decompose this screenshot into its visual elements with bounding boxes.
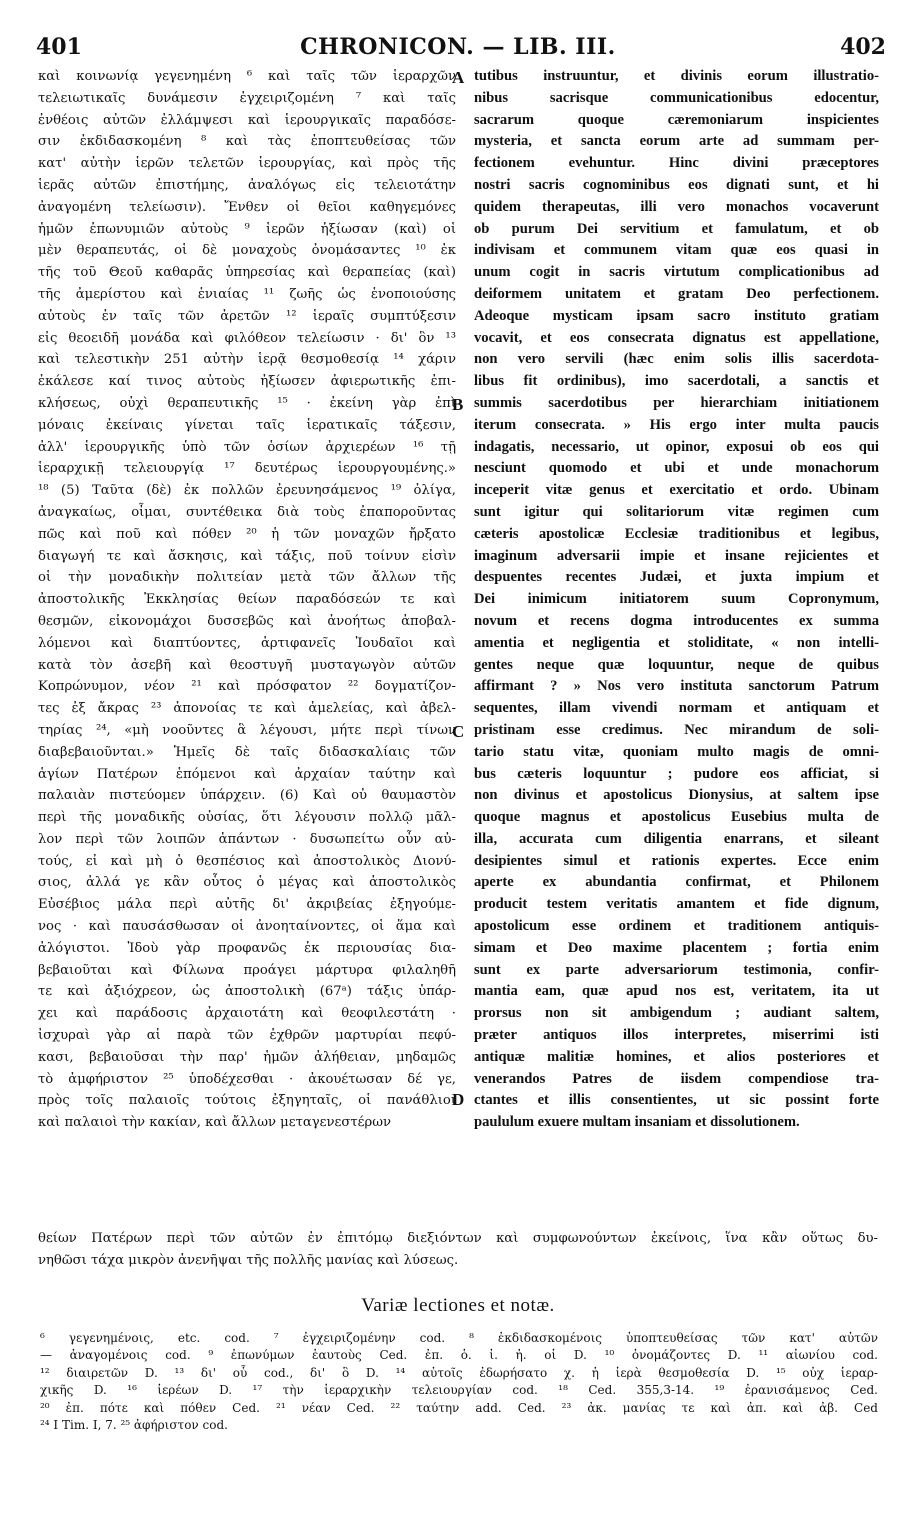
greek-text-line: Κοπρώνυμον, νέον ²¹ καὶ πρόσφατον ²² δογματίζον- — [38, 679, 456, 695]
greek-text-line: κασι, βεβαιοῦσαι τὴν παρ' ἡμῶν ἀλήθειαν, μηδαμῶς — [38, 1049, 456, 1065]
greek-text-line: σιος, ἀλλά γε κἂν οὗτος ὁ μέγας καὶ ἀποστολικὸς — [38, 875, 456, 891]
greek-text-line: εἰς θεοειδῆ μονάδα καὶ φιλόθεον τελείωσιν · δι' ὃν ¹³ — [38, 330, 456, 346]
greek-text-line: διαγωγή τε καὶ ἄσκησις, καὶ τάξις, ποῦ τοίνυν εἰσὶν — [38, 548, 456, 564]
greek-text-line: τούς, εἰ καὶ μὴ ὁ θεσπέσιος καὶ ἀποστολικὸς Διονύ- — [38, 853, 456, 869]
latin-text-line: indagatis, necessario, ut opinor, exposui ob eos qui — [474, 438, 879, 455]
greek-text-line: λον περὶ τῶν λοιπῶν ἁπάντων · δυσωπείτω οὖν αὐ- — [38, 831, 456, 847]
latin-column — [474, 66, 879, 1134]
latin-text-line: præter antiquos illos interpretes, miserrimi isti — [474, 1027, 879, 1044]
greek-text-line: παλαιὰν πιστεύομεν ὑπάρχειν. (6) Καὶ οὐ θαυμαστὸν — [38, 788, 456, 804]
latin-text-line: Adeoque mysticam ipsam sacro instituto gratiam — [474, 307, 879, 324]
latin-text-line: gentes neque quæ loquuntur, neque de quibus — [474, 656, 879, 673]
latin-text-line: bus cæteris loquuntur ; pudore eos afficiat, si — [474, 765, 879, 782]
latin-text-line: quidem therapeutas, illi vero monachos vocaverunt — [474, 198, 879, 215]
greek-text-line: τῆς ἀμερίστου καὶ ἑνιαίας ¹¹ ζωῆς ὡς ἑνοποιούσης — [38, 286, 456, 302]
note-line: ⁶ γεγενημένοις, etc. cod. ⁷ ἐγχειριζομένην cod. ⁸ ἐκδιδασκομένοις ὑποπτευθείσας τῶν κατ' αὐτῶν — [40, 1331, 878, 1345]
greek-text-line: λόμενοι καὶ διαπτύοντες, ἀρτιφανεῖς Ἰουδαῖοι καὶ — [38, 635, 456, 651]
latin-text-line: despuentes recentes Judæi, et juxta impium et — [474, 569, 879, 586]
notes-title: Variæ lectiones et notæ. — [361, 1295, 555, 1316]
latin-text-line: non divinus et apostolicus Dionysius, at saltem ipse — [474, 787, 879, 804]
greek-text-line: Εὐσέβιος μάλα περὶ αὐτῆς δι' ἀκριβείας ἐξηγούμε- — [38, 897, 456, 913]
note-line: ²⁰ ἐπ. πότε καὶ πόθεν Ced. ²¹ νέαν Ced. ²² ταύτην add. Ced. ²³ ἀκ. μανίας τε καὶ ἀπ. καὶ ἀβ. Ced — [40, 1400, 878, 1415]
latin-text-line: summis sacerdotibus per hierarchiam initiationem — [474, 394, 879, 411]
greek-text-line: σιν ἐκδιδασκομένη ⁸ καὶ τὰς ἐποπτευθείσας τῶν — [38, 134, 456, 150]
greek-text-line: περὶ τῆς μοναδικῆς οὐσίας, ὅτι λέγουσιν πολλῷ μᾶλ- — [38, 810, 456, 826]
latin-text-line: nesciunt quomodo et ubi et unde monachorum — [474, 460, 879, 477]
latin-text-line: imaginum adversarii impie et insane rejicientes et — [474, 547, 879, 564]
greek-text-line: θείων Πατέρων περὶ τῶν αὐτῶν ἐν ἐπιτόμῳ διεξιόντων καὶ συμφωνούντων ἐκείνοις, ἵνα κἂν οὕτως δυ- — [38, 1231, 878, 1246]
greek-text-line: διαβεβαιοῦνται.» Ἡμεῖς δὲ ταῖς διδασκαλίαις τῶν — [38, 744, 456, 760]
latin-text-line: indivisam et communem vitam quæ eos quasi in — [474, 242, 879, 259]
latin-text-line: affirmant ? » Nos vero instituta sanctorum Patrum — [474, 678, 879, 695]
greek-text-line: τὸ ἀμφήριστον ²⁵ ὑποδέχεσθαι · ἀκουέτωσαν δέ γε, — [38, 1071, 456, 1087]
latin-text-line: sequentes, illam vivendi normam et antiquam et — [474, 700, 879, 717]
latin-text-line: venerandos Patres de iisdem compendiose tra- — [474, 1070, 879, 1087]
margin-letter-d: D — [452, 1090, 465, 1109]
variant-readings-notes — [40, 1330, 878, 1434]
note-line: ¹² διαιρετῶν D. ¹³ δι' οὗ cod., δι' ὃ D. ¹⁴ αὐτοῖς ἐδωρήσατο χ. ἡ ἱερὰ θεσμοθεσία D. ¹⁵ οὐχ ἱεραρ- — [40, 1365, 878, 1380]
margin-letter-b: B — [452, 395, 464, 414]
latin-text-line: deiformem unitatem et gratam Deo perfectionem. — [474, 285, 879, 302]
latin-text-line: amentia et negligentia et stoliditate, « non intelli- — [474, 634, 879, 651]
greek-text-line: τῆς τοῦ Θεοῦ καθαρᾶς ὑπηρεσίας καὶ θεραπείας (καὶ) — [38, 265, 456, 281]
greek-text-line: ἀλόγιστοι. Ἰδοὺ γὰρ προφανῶς ἐκ περιουσίας δια- — [38, 940, 456, 956]
latin-text-line: sacrarum quoque cæremoniarum inspicientes — [474, 111, 879, 128]
note-line: χικῆς D. ¹⁶ ἱερέων D. ¹⁷ τὴν ἱεραρχικὴν τελειουργίαν cod. ¹⁸ Ced. 355,3-14. ¹⁹ ἐρανισάμενος Ced. — [40, 1383, 878, 1398]
latin-text-line: fectionem evehuntur. Hinc divini præceptores — [474, 155, 879, 172]
latin-text-line: producit testem veritatis amantem et fide dignum, — [474, 896, 879, 913]
latin-text-line: non vero servili (hæc enim solis illis sacerdota- — [474, 351, 879, 368]
running-header — [30, 34, 886, 64]
greek-text-line: κλήσεως, οὐχὶ θεραπευτικῆς ¹⁵ · ἐκείνη γὰρ ἐπὶ — [38, 395, 456, 411]
latin-text-line: apostolicum esse ordinem et traditionem antiquis- — [474, 918, 879, 935]
latin-text-line: sunt ex parte adversariorum testimonia, confir- — [474, 961, 879, 978]
greek-text-line: ἰσχυραὶ γὰρ αἱ παρὰ τῶν ἐχθρῶν μαρτυρίαι πεφύ- — [38, 1028, 456, 1044]
latin-text-line: simam et Deo maxime placentem ; fortia enim — [474, 939, 879, 956]
latin-text-line: ctantes et illis consentientes, ut sic possint forte — [474, 1092, 879, 1109]
margin-letter-a: A — [452, 68, 465, 87]
greek-text-line: τες ἐξ ἄκρας ²³ ἀπονοίας τε καὶ ἀμελείας, καὶ ἀβελ- — [38, 701, 456, 717]
greek-column — [38, 66, 456, 1134]
latin-text-line: nostri sacris cognominibus eos dignati sunt, et hi — [474, 176, 879, 193]
note-line: ²⁴ I Tim. I, 7. ²⁵ ἀφήριστον cod. — [40, 1417, 228, 1432]
latin-text-line: tutibus instruuntur, et divinis eorum illustratio- — [474, 68, 879, 84]
latin-text-line: paululum exuere multam insaniam et dissolutionem. — [474, 1114, 800, 1131]
greek-text-line: ἐνθέοις αὐτῶν ἐλλάμψεσι καὶ ἱερουργικαῖς παραδόσε- — [38, 112, 456, 128]
latin-text-line: cæteris apostolicæ Ecclesiæ traditionibus et legibus, — [474, 525, 879, 542]
latin-text-line: iterum consecrata. » His ergo inter multa paucis — [474, 416, 879, 433]
greek-text-line: τελειωτικαῖς δυνάμεσιν ἐγχειριζομένη ⁷ καὶ ταῖς — [38, 90, 456, 106]
greek-text-line: τε καὶ ἀξιόχρεον, ὡς ἀποστολικὴ (67ᵃ) τάξις ὑπάρ- — [38, 984, 456, 1000]
latin-text-line: pristinam esse credimus. Nec mirandum de soli- — [474, 721, 879, 738]
latin-text-line: nibus sacrisque communicationibus edocentur, — [474, 89, 879, 106]
greek-text-line: ἀποστολικῆς Ἐκκλησίας θείων παραδόσεών τε καὶ — [38, 592, 456, 608]
greek-text-line: ἡμῶν ἐπωνυμιῶν αὐτοὺς ⁹ ἱερῶν ἠξίωσαν (καὶ) οἱ — [38, 221, 456, 237]
greek-text-line: νηθῶσι τάχα μικρὸν ἀνενῆψαι τῆς πολλῆς μανίας καὶ λύσεως. — [38, 1252, 459, 1268]
greek-text-line: ¹⁸ (5) Ταῦτα (δὲ) ἐκ πολλῶν ἐρευνησάμενος ¹⁹ ὀλίγα, — [38, 483, 456, 499]
latin-text-line: libus fit ordinibus), imo sacerdotali, a sanctis et — [474, 373, 879, 390]
greek-text-line: πῶς καὶ ποῦ καὶ πόθεν ²⁰ ἡ τῶν μοναχῶν ἤρξατο — [38, 526, 456, 542]
greek-text-line: νος · καὶ παυσάσθωσαν οἱ ἀνοηταίνοντες, οἱ ἅμα καὶ — [38, 919, 456, 935]
greek-text-line: ἀναγομένη τελείωσιν). Ἔνθεν οἱ θεῖοι καθηγεμόνες — [38, 199, 456, 215]
greek-text-line: κατ' αὐτὴν ἱερῶν τελετῶν ἱερουργίας, καὶ πρὸς τῆς — [38, 156, 456, 172]
latin-text-line: illa, accurata cum diligentia enarrans, et sileant — [474, 830, 879, 847]
greek-text-line: βεβαιοῦται καὶ Φίλωνα προάγει μάρτυρα φιλαληθῆ — [38, 962, 456, 978]
greek-text-line: ἁγίων Πατέρων ἑπόμενοι καὶ ἀρχαίαν ταύτην καὶ — [38, 766, 456, 782]
greek-text-line: κατὰ τὸν ἀσεβῆ καὶ θεοστυγῆ μυσταγωγὸν αὐτῶν — [38, 657, 456, 673]
page-number-right: 402 — [840, 34, 886, 60]
greek-text-line: ἀναγκαίως, οἶμαι, συντέθεικα διὰ τοὺς ἐπαποροῦντας — [38, 504, 456, 520]
latin-text-line: vocavit, et eos consecrata dignatus est appellatione, — [474, 329, 879, 346]
latin-text-line: inceperit vitæ genus et exercitatio et ordo. Ubinam — [474, 482, 879, 499]
latin-text-line: ob purum Dei servitium et famulatum, et ob — [474, 220, 879, 237]
margin-letter-c: C — [452, 722, 465, 741]
latin-text-line: quoque magnus et apostolicus Eusebius multa de — [474, 809, 879, 826]
greek-text-line: αὐτοὺς ἐν ταῖς τῶν ἀρετῶν ¹² ἱεραῖς συμπτύξεσιν — [38, 308, 456, 324]
latin-text-line: antiquæ malitiæ homines, et alios posteriores et — [474, 1048, 879, 1065]
latin-text-line: mysteria, et sancta eorum arte ad summam per- — [474, 133, 879, 150]
greek-text-line: καὶ τελεστικὴν 251 αὐτὴν ἱερᾷ θεσμοθεσίᾳ ¹⁴ χάριν — [38, 352, 456, 368]
greek-text-line: ἀλλ' ἱερουργικῆς ὑπὸ τῶν ὁσίων ἀρχιερέων ¹⁶ τῇ — [38, 439, 456, 455]
note-line: — ἀναγομένοις cod. ⁹ ἐπωνύμων ἑαυτοὺς Ced. ἐπ. ὁ. ἰ. ἠ. οἱ D. ¹⁰ ὀνομάζοντες D. ¹¹ αἰωνίου cod. — [40, 1348, 878, 1363]
latin-text-line: desipientes simul et rationis expertes. Ecce enim — [474, 852, 879, 869]
greek-text-line: τηρίας ²⁴, «μὴ νοοῦντες ἃ λέγουσι, μήτε περὶ τίνων — [38, 722, 456, 738]
greek-text-line: μόναις ἐκείναις γίνεται ταῖς ἱερατικαῖς τάξεσιν, — [38, 417, 456, 433]
latin-text-line: aperte ex abundantia confirmat, et Philonem — [474, 874, 879, 891]
greek-text-line: καὶ παλαιοὶ τὴν κακίαν, καὶ ἄλλων μεταγενεστέρων — [38, 1115, 392, 1131]
greek-text-line: θεσμῶν, εἰκονομάχοι δυσσεβῶς καὶ ἀνοήτως ἀποβαλ- — [38, 613, 456, 629]
latin-text-line: unum cogit in sacris virtutum complicationibus ad — [474, 264, 879, 281]
greek-text-line: μὲν θεραπευτάς, οἱ δὲ μοναχοὺς ὀνομάσαντες ¹⁰ ἐκ — [38, 243, 456, 259]
greek-text-line: καὶ κοινωνίᾳ γεγενημένη ⁶ καὶ ταῖς τῶν ἱεραρχῶν — [38, 69, 456, 84]
latin-text-line: mantia eam, quæ apud nos est, veritatem, ita ut — [474, 983, 879, 1000]
latin-text-line: Dei inimicum initiatorem suum Copronymum, — [474, 591, 879, 608]
latin-text-line: sunt igitur qui solitariorum vitæ regimen cum — [474, 503, 879, 520]
latin-text-line: prorsus non sit ambigendum ; audiant saltem, — [474, 1005, 879, 1022]
running-title: CHRONICON. — LIB. III. — [300, 34, 616, 60]
greek-text-line: ἐκάλεσε καί τινος αὐτοὺς ἠξίωσεν ἀφιερωτικῆς ἐπι- — [38, 374, 456, 390]
greek-text-line: ἱεραρχικῇ τελειουργίᾳ ¹⁷ δευτέρως ἱερουργουμένης.» — [38, 461, 456, 477]
latin-text-line: novum et recens dogma introducentes ex summa — [474, 612, 879, 629]
latin-text-line: tario statu vitæ, quoniam multo magis de omni- — [474, 743, 879, 760]
greek-text-line: πρὸς τοῖς παλαιοῖς τούτοις ἐξηγηταῖς, οἱ πανάθλιοι — [38, 1093, 456, 1109]
greek-text-line: χει καὶ παράδοσις ἀρχαιοτάτη καὶ θεοφιλεστάτη · — [38, 1006, 456, 1022]
greek-text-line: οἱ τὴν μοναδικὴν πολιτείαν μετὰ τῶν ἄλλων τῆς — [38, 570, 456, 586]
full-width-greek — [38, 1228, 878, 1272]
greek-text-line: ἱερᾶς αὐτῶν ἐπιστήμης, ἀναλόγως εἰς τελειοτάτην — [38, 177, 456, 193]
page-number-left: 401 — [36, 34, 82, 60]
